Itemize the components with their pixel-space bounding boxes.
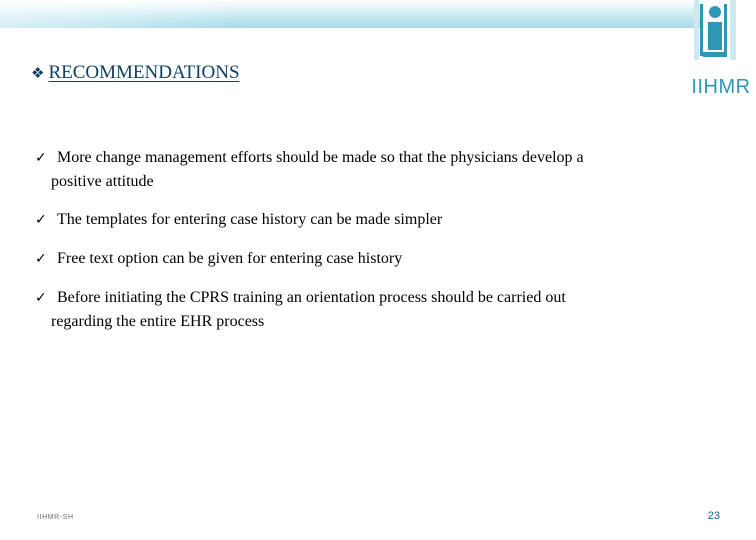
item-text-line: regarding the entire EHR process (51, 313, 265, 330)
recommendation-item-3 (35, 247, 715, 271)
heading-text: RECOMMENDATIONS (48, 62, 240, 83)
page-number: 23 (707, 510, 720, 522)
top-band-fade (0, 0, 700, 28)
checkmark-icon: ✓ (35, 290, 47, 306)
section-heading (31, 62, 240, 84)
diamond-bullet-icon: ❖ (31, 66, 45, 82)
item-text-line: More change management efforts should be made so that the physicians develop a (57, 149, 584, 166)
item-text-line: positive attitude (51, 173, 154, 190)
logo-text: IIHMR (691, 76, 751, 98)
item-text-line: Before initiating the CPRS training an orientation process should be carried out (57, 289, 566, 306)
item-text-line: Free text option can be given for entering case history (57, 250, 403, 267)
recommendation-item-2 (35, 208, 715, 232)
checkmark-icon: ✓ (35, 212, 47, 228)
checkmark-icon: ✓ (35, 251, 47, 267)
footer-label: IIHMR-SH (37, 514, 74, 521)
recommendation-item-4 (35, 286, 715, 334)
item-text-line: The templates for entering case history can be made simpler (57, 211, 443, 228)
checkmark-icon: ✓ (35, 150, 47, 166)
recommendation-item-1 (35, 146, 715, 194)
